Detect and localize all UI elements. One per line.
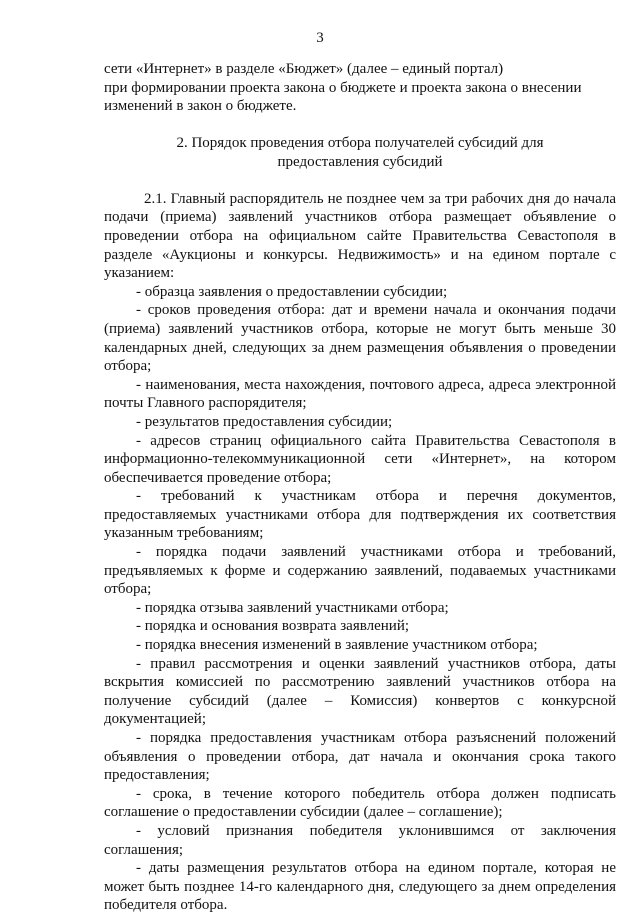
section-heading-line: предоставления субсидий [277,153,443,170]
list-item: - порядка отзыва заявлений участниками отбора; [136,599,449,616]
list-item: - порядка и основания возврата заявлений; [136,618,410,635]
list-item: - срока, в течение которого победитель отбора должен подписать соглашение о предоставлении субсидии (далее – соглашение); [104,785,616,821]
page-number: 3 [316,30,324,46]
document-body [104,60,616,915]
intro-line: сети «Интернет» в разделе «Бюджет» (далее – единый портал) [104,61,504,77]
list-item: - результатов предоставления субсидии; [136,413,393,430]
list-item: - порядка предоставления участникам отбора разъяснений положений объявления о проведении отбора, дат начала и окончания срока такого предоставления; [104,730,616,784]
list-item: - адресов страниц официального сайта Правительства Севастополя в информационно-телекоммуникационной сети «Интернет», на котором обеспечивается проведение отбора; [104,432,616,486]
list-item: - даты размещения результатов отбора на едином портале, которая не может быть позднее 14-го календарного дня, следующего за днем определения победителя отбора. [104,860,616,914]
intro-paragraph [104,60,616,116]
list-item: - наименования, места нахождения, почтового адреса, адреса электронной почты Главного распорядителя; [104,376,616,412]
section-heading [104,134,616,172]
list-item: - условий признания победителя уклонившимся от заключения соглашения; [104,822,616,858]
list-item: - образца заявления о предоставлении субсидии; [136,283,448,300]
intro-line: изменений в закон о бюджете. [104,98,297,115]
list-item: - порядка внесения изменений в заявление участником отбора; [136,637,538,654]
list-item: - правил рассмотрения и оценки заявлений участников отбора, даты вскрытия комиссией по рассмотрению заявлений участников отбора на получение субсидий (далее – Комиссия) конвертов с конкурсной документацией; [104,655,616,728]
section-heading-line: 2. Порядок проведения отбора получателей субсидий для [176,134,544,151]
list-item: - порядка подачи заявлений участниками отбора и требований, предъявляемых к форме и содержанию заявлений, подаваемых участниками отбора; [104,544,616,598]
intro-line: при формировании проекта закона о бюджете и проекта закона о внесении [104,79,582,96]
list-item: - требований к участникам отбора и перечня документов, предоставляемых участниками отбора для подтверждения их соответствия указанным требованиям; [104,488,616,542]
list-item: - сроков проведения отбора: дат и времени начала и окончания подачи (приема) заявлений участников отбора, которые не могут быть меньше 30 календарных дней, следующих за днем размещения объявления о проведении отбора; [104,302,616,375]
paragraph-2-1: 2.1. Главный распорядитель не позднее чем за три рабочих дня до начала подачи (приема) заявлений участников отбора размещает объявление о проведении отбора на официальном сайте Правительства Севастополя в разделе «Аукционы и конкурсы. Недвижимость» и на едином портале с указанием: [104,190,616,282]
